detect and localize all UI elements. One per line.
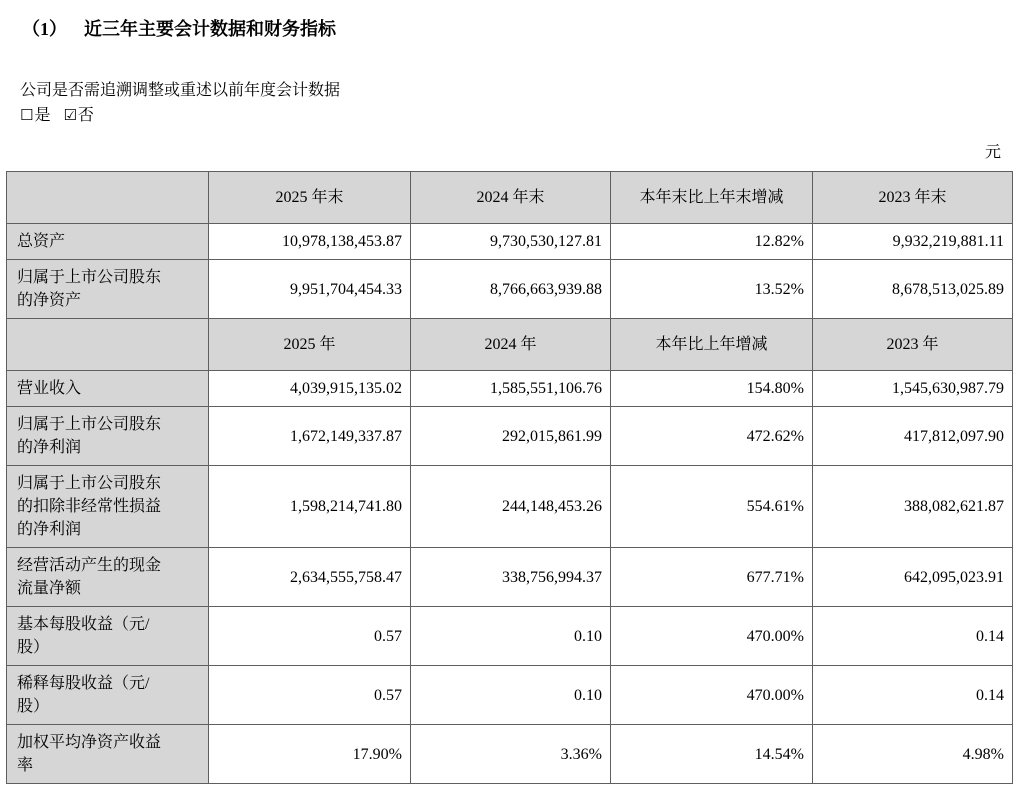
value-2025: 1,672,149,337.87	[209, 407, 411, 466]
value-change: 12.82%	[611, 224, 813, 260]
value-2025: 1,598,214,741.80	[209, 466, 411, 548]
row-label: 稀释每股收益（元/股）	[7, 666, 209, 725]
value-2025: 0.57	[209, 666, 411, 725]
value-2025: 17.90%	[209, 725, 411, 784]
value-change: 472.62%	[611, 407, 813, 466]
value-change: 14.54%	[611, 725, 813, 784]
value-2024: 1,585,551,106.76	[411, 371, 611, 407]
section-title-text: 近三年主要会计数据和财务指标	[84, 19, 336, 39]
header-yoy-change-year: 本年比上年增减	[611, 319, 813, 371]
row-label: 加权平均净资产收益率	[7, 725, 209, 784]
value-2024: 8,766,663,939.88	[411, 260, 611, 319]
table-row-diluted-eps	[7, 666, 1013, 725]
table-row-total-assets	[7, 224, 1013, 260]
value-2023: 9,932,219,881.11	[813, 224, 1013, 260]
value-2024: 338,756,994.37	[411, 548, 611, 607]
table-row-operating-revenue	[7, 371, 1013, 407]
table-row-basic-eps	[7, 607, 1013, 666]
value-2024: 244,148,453.26	[411, 466, 611, 548]
value-2023: 4.98%	[813, 725, 1013, 784]
section-title	[0, 0, 1023, 40]
header-2023-year-end: 2023 年末	[813, 172, 1013, 224]
value-change: 470.00%	[611, 666, 813, 725]
header-2023-year: 2023 年	[813, 319, 1013, 371]
checkbox-checked-icon: ☑	[63, 106, 77, 124]
value-2024: 292,015,861.99	[411, 407, 611, 466]
value-2023: 1,545,630,987.79	[813, 371, 1013, 407]
header-2024-year-end: 2024 年末	[411, 172, 611, 224]
restatement-question: 公司是否需追溯调整或重述以前年度会计数据	[20, 82, 341, 99]
row-label: 归属于上市公司股东的净利润	[7, 407, 209, 466]
restatement-options	[20, 104, 1023, 127]
option-yes-label: 是	[34, 107, 51, 124]
financial-indicators-table	[6, 171, 1013, 784]
value-2023: 8,678,513,025.89	[813, 260, 1013, 319]
option-no	[63, 107, 93, 124]
table-header-period-end	[7, 172, 1013, 224]
table-row-operating-cash-flow	[7, 548, 1013, 607]
value-2024: 0.10	[411, 607, 611, 666]
header-2024-year: 2024 年	[411, 319, 611, 371]
table-header-period	[7, 319, 1013, 371]
row-label: 归属于上市公司股东的净资产	[7, 260, 209, 319]
option-yes	[20, 107, 50, 124]
unit-label: 元	[984, 144, 1001, 161]
header-empty-cell	[7, 319, 209, 371]
value-2024: 0.10	[411, 666, 611, 725]
value-change: 470.00%	[611, 607, 813, 666]
value-2025: 4,039,915,135.02	[209, 371, 411, 407]
section-number: （1）	[22, 19, 67, 39]
value-2024: 9,730,530,127.81	[411, 224, 611, 260]
value-2023: 417,812,097.90	[813, 407, 1013, 466]
value-2023: 0.14	[813, 607, 1013, 666]
value-2024: 3.36%	[411, 725, 611, 784]
value-change: 13.52%	[611, 260, 813, 319]
header-empty-cell	[7, 172, 209, 224]
value-change: 554.61%	[611, 466, 813, 548]
value-2025: 9,951,704,454.33	[209, 260, 411, 319]
table-row-net-profit-excl-nonrecurring	[7, 466, 1013, 548]
table-row-net-profit	[7, 407, 1013, 466]
row-label: 基本每股收益（元/股）	[7, 607, 209, 666]
table-row-net-assets	[7, 260, 1013, 319]
row-label: 总资产	[7, 224, 209, 260]
header-2025-year-end: 2025 年末	[209, 172, 411, 224]
value-2023: 642,095,023.91	[813, 548, 1013, 607]
value-2025: 10,978,138,453.87	[209, 224, 411, 260]
table-row-weighted-avg-roe	[7, 725, 1013, 784]
value-change: 677.71%	[611, 548, 813, 607]
value-change: 154.80%	[611, 371, 813, 407]
checkbox-unchecked-icon: ☐	[20, 106, 34, 124]
value-2023: 0.14	[813, 666, 1013, 725]
header-yoy-change-year-end: 本年末比上年末增减	[611, 172, 813, 224]
header-2025-year: 2025 年	[209, 319, 411, 371]
row-label: 归属于上市公司股东的扣除非经常性损益的净利润	[7, 466, 209, 548]
value-2025: 2,634,555,758.47	[209, 548, 411, 607]
row-label: 经营活动产生的现金流量净额	[7, 548, 209, 607]
row-label: 营业收入	[7, 371, 209, 407]
value-2025: 0.57	[209, 607, 411, 666]
value-2023: 388,082,621.87	[813, 466, 1013, 548]
option-no-label: 否	[77, 107, 94, 124]
